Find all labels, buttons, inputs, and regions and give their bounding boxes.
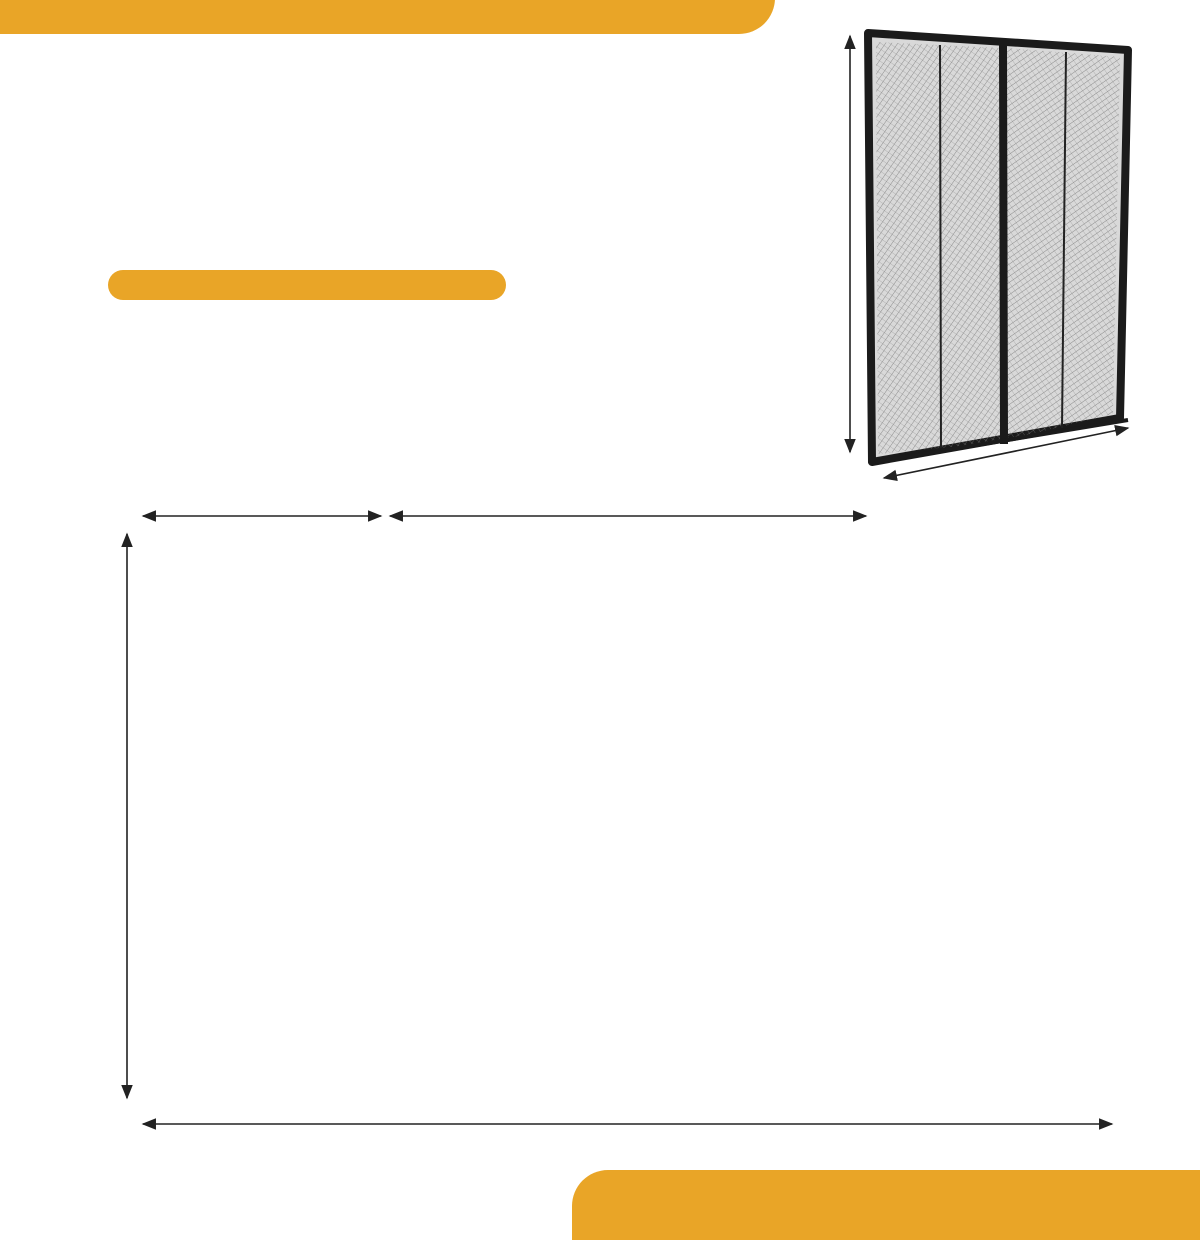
side-width-arrow	[884, 428, 1128, 478]
